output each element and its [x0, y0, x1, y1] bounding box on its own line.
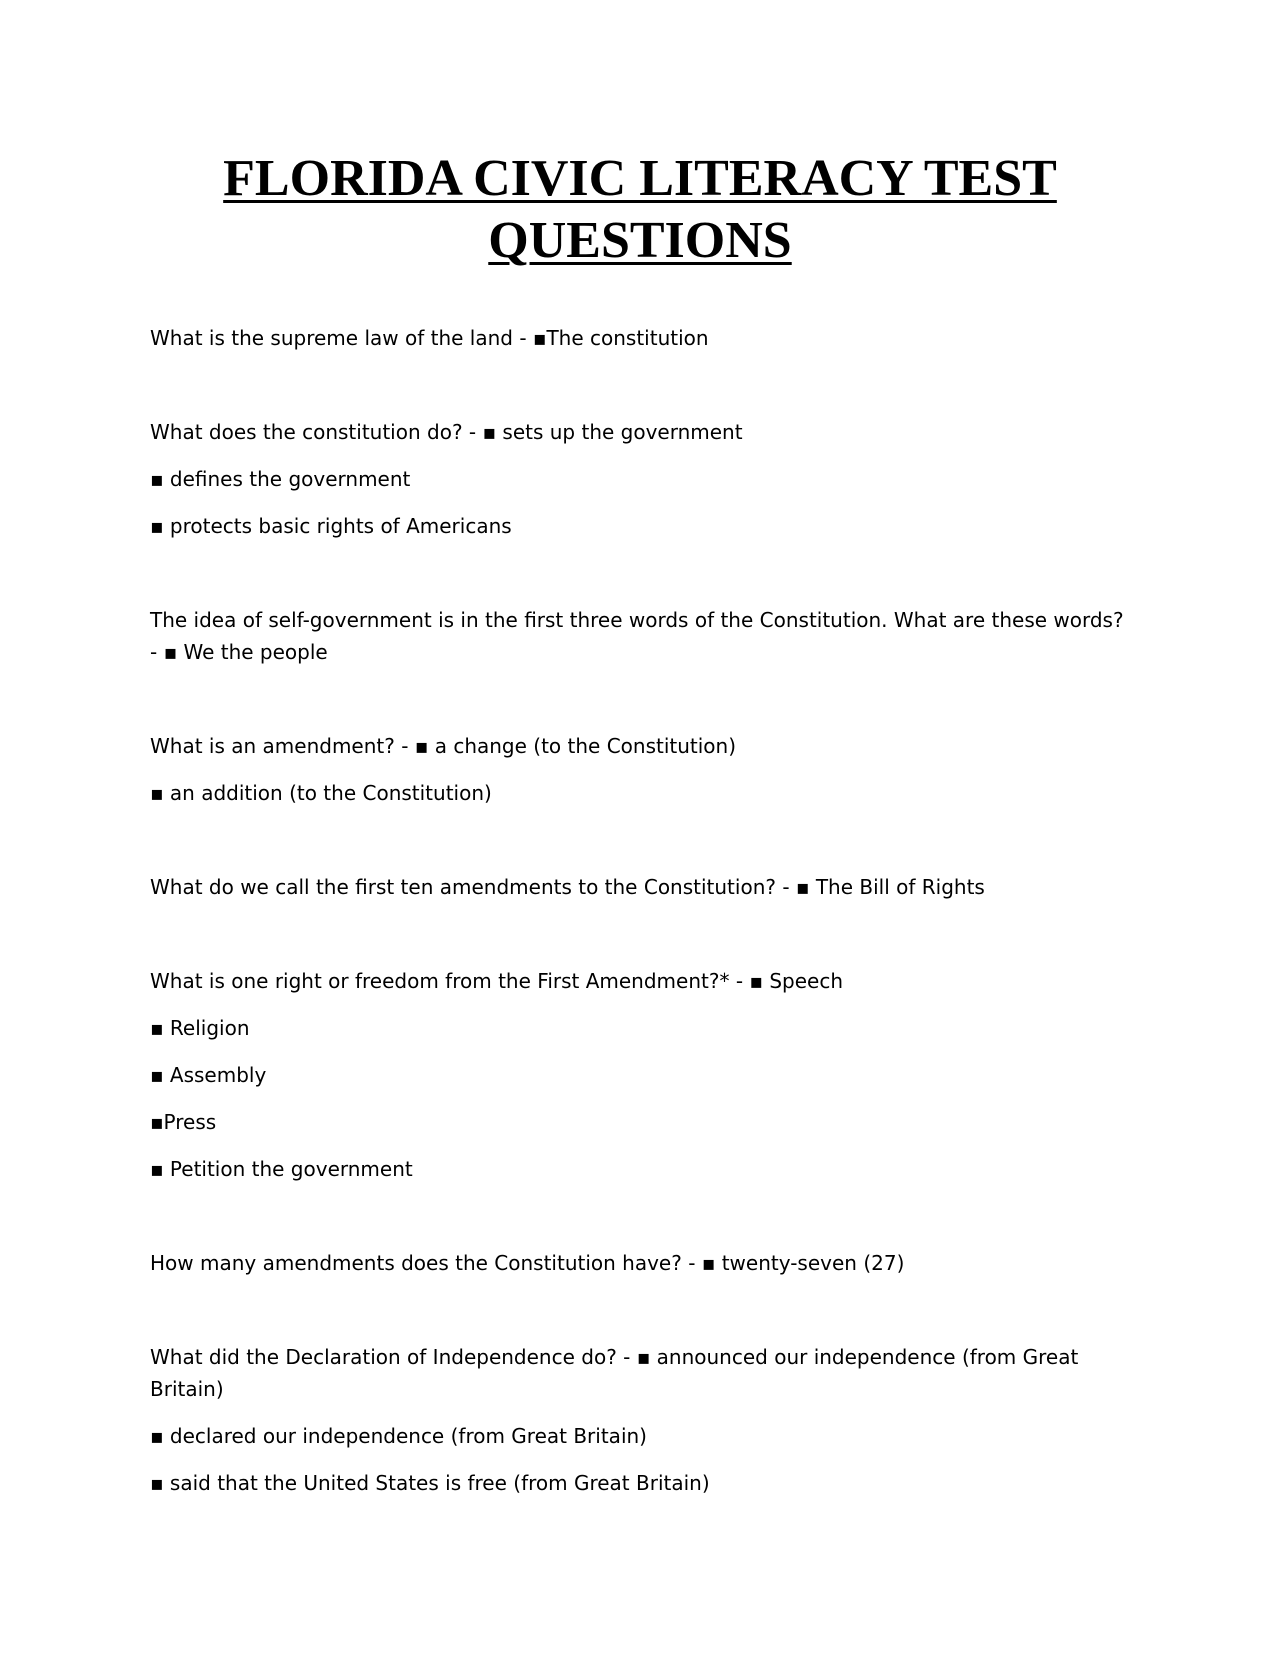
qa-block — [150, 1341, 1130, 1499]
qa-block — [150, 322, 1130, 354]
question-text: What does the constitution do? - ▪ sets up the government — [150, 420, 743, 444]
answer-line: ▪ Petition the government — [150, 1157, 413, 1181]
qa-block — [150, 1247, 1130, 1279]
qa-block — [150, 871, 1130, 903]
answer-line: ▪ an addition (to the Constitution) — [150, 781, 492, 805]
answer-line: ▪ protects basic rights of Americans — [150, 514, 512, 538]
document-body — [150, 322, 1130, 1561]
document-title: FLORIDA CIVIC LITERACY TEST QUESTIONS — [223, 150, 1057, 269]
answer-line: ▪ declared our independence (from Great Britain) — [150, 1424, 647, 1448]
question-text: How many amendments does the Constitution have? - ▪ twenty-seven (27) — [150, 1251, 905, 1275]
answer-line: ▪Press — [150, 1110, 217, 1134]
qa-block — [150, 730, 1130, 809]
question-text: What is one right or freedom from the First Amendment?* - ▪ Speech — [150, 969, 843, 993]
question-text: The idea of self-government is in the first three words of the Constitution. What are these words? - ▪ We the people — [150, 608, 1124, 664]
question-text: What do we call the first ten amendments to the Constitution? - ▪ The Bill of Rights — [150, 875, 985, 899]
answer-line: ▪ defines the government — [150, 467, 411, 491]
question-text: What did the Declaration of Independence do? - ▪ announced our independence (from Great Britain) — [150, 1345, 1079, 1401]
answer-line: ▪ Religion — [150, 1016, 250, 1040]
answer-line: ▪ said that the United States is free (from Great Britain) — [150, 1471, 710, 1495]
question-text: What is an amendment? - ▪ a change (to the Constitution) — [150, 734, 737, 758]
qa-block — [150, 416, 1130, 542]
qa-block — [150, 604, 1130, 668]
qa-block — [150, 965, 1130, 1185]
question-text: What is the supreme law of the land - ▪The constitution — [150, 326, 709, 350]
answer-line: ▪ Assembly — [150, 1063, 267, 1087]
